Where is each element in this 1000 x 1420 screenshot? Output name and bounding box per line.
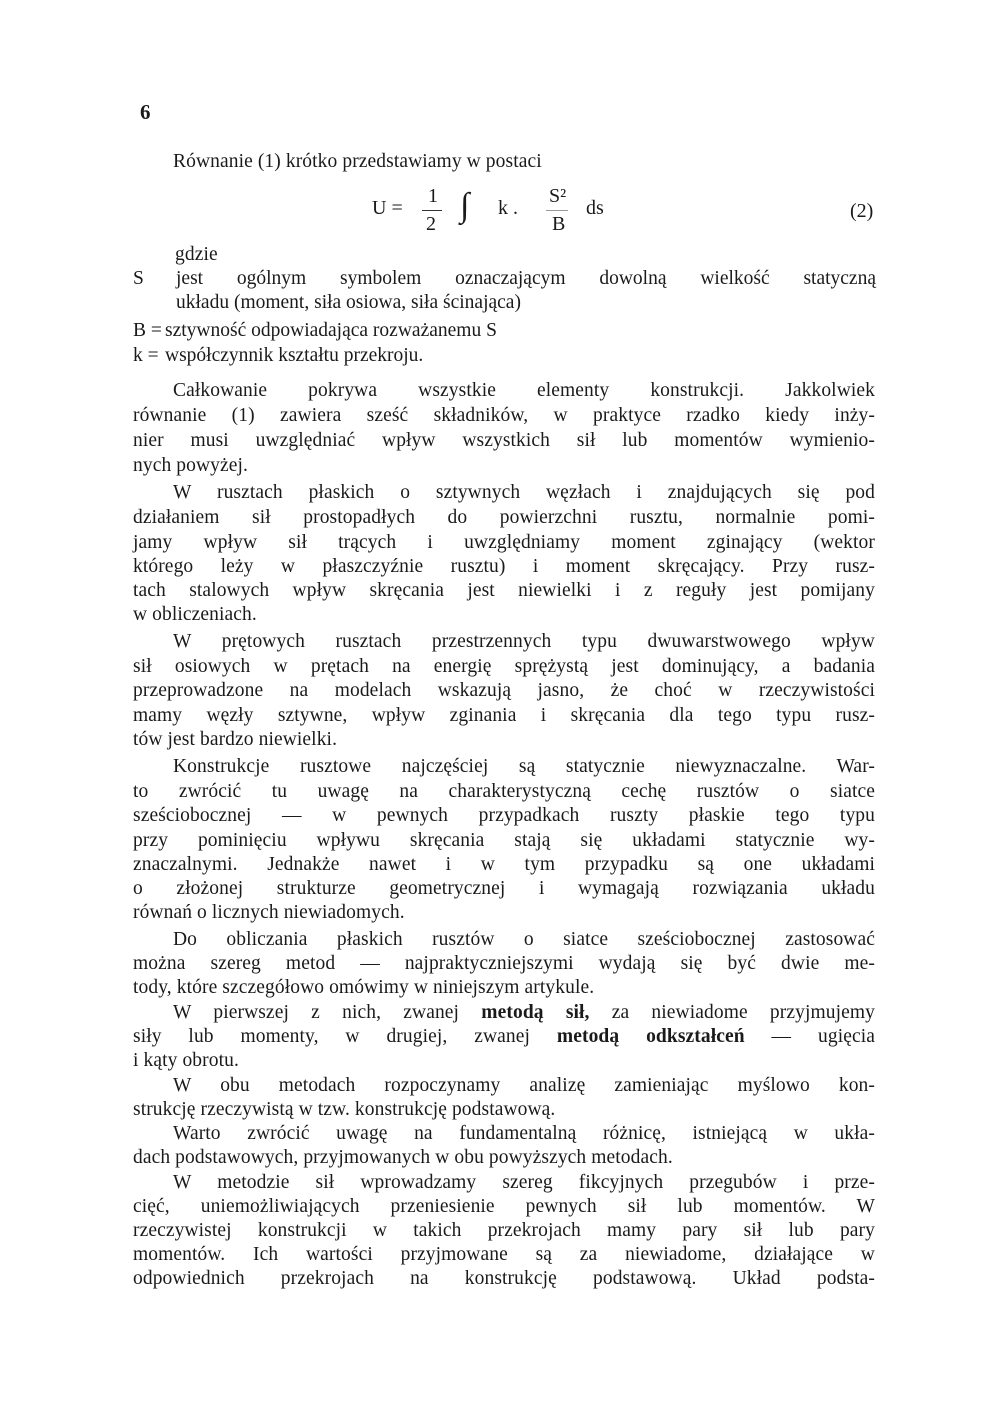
text-line: o złożonej strukturze geometrycznej i wymagają rozwiązania układu: [133, 878, 875, 899]
text-line: momentów. Ich wartości przyjmowane są za niewiadome, działające w: [133, 1244, 875, 1265]
formula-s-bar: [546, 210, 568, 211]
text-line: przy pominięciu wpływu skręcania stają się układami statycznie wy-: [133, 830, 875, 851]
text-line: tów jest bardzo niewielki.: [133, 729, 338, 750]
text-line: sześciobocznej — w pewnych przypadkach ruszty płaskie tego typu: [133, 805, 875, 826]
formula-k: k .: [498, 197, 518, 219]
text-line: równań o licznych niewiadomych.: [133, 902, 405, 923]
text-line: znaczalnymi. Jednakże nawet i w tym przypadku są one układami: [133, 854, 875, 875]
text-line: dach podstawowych, przyjmowanych w obu powyższych metodach.: [133, 1147, 673, 1168]
text-line: nych powyżej.: [133, 455, 249, 476]
text-line: Warto zwrócić uwagę na fundamentalną różnicę, istniejącą w ukła-: [173, 1123, 875, 1144]
text-segment: siły lub momenty, w drugiej, zwanej: [133, 1026, 531, 1047]
page-number: 6: [140, 100, 151, 124]
formula-half-denominator: 2: [426, 213, 436, 235]
text-line: to zwrócić tu uwagę na charakterystyczną cechę rusztów o siatce: [133, 781, 875, 802]
text-line: Konstrukcje rusztowe najczęściej są statycznie niewyznaczalne. War-: [173, 756, 875, 777]
intro-line: Równanie (1) krótko przedstawiamy w postaci: [173, 151, 542, 172]
formula-half-bar: [422, 210, 442, 211]
definition-text: układu (moment, siła osiowa, siła ścinająca): [176, 292, 521, 313]
formula-s-squared: S²: [549, 185, 567, 207]
text-line: tody, które szczegółowo omówimy w niniejszym artykule.: [133, 977, 595, 998]
text-line: Do obliczania płaskich rusztów o siatce sześciobocznej zastosować: [173, 929, 875, 950]
text-line: W obu metodach rozpoczynamy analizę zamieniając myślowo kon-: [173, 1075, 875, 1096]
text-line: W prętowych rusztach przestrzennych typu dwuwarstwowego wpływ: [173, 631, 875, 652]
text-line: równanie (1) zawiera sześć składników, w praktyce rzadko kiedy inży-: [133, 405, 875, 426]
formula-half-numerator: 1: [428, 185, 438, 207]
formula-b: B: [552, 213, 566, 235]
integral-sign: ∫: [460, 187, 470, 224]
text-segment: W pierwszej z nich, zwanej: [173, 1002, 460, 1023]
term-force-method: metodą sił,: [481, 1002, 590, 1023]
text-line: działaniem sił prostopadłych do powierzchni rusztu, normalnie pomi-: [133, 507, 875, 528]
text-line: W rusztach płaskich o sztywnych węzłach i znajdujących się pod: [173, 482, 875, 503]
definition-text: jest ogólnym symbolem oznaczającym dowolną wielkość statyczną: [176, 268, 876, 289]
definition-symbol-s: S: [133, 268, 144, 289]
text-line: [133, 1025, 875, 1049]
text-line: odpowiednich przekrojach na konstrukcję podstawową. Układ podsta-: [133, 1268, 875, 1289]
formula-lhs: U =: [372, 197, 403, 219]
text-line: nier musi uwzględniać wpływ wszystkich sił lub momentów wymienio-: [133, 430, 875, 451]
text-line: [173, 1001, 875, 1025]
text-line: strukcję rzeczywistą w tzw. konstrukcję podstawową.: [133, 1099, 556, 1120]
text-line: tach stalowych wpływ skręcania jest niewielki i z reguły jest pomijany: [133, 580, 875, 601]
text-line: sił osiowych w prętach na energię sprężystą jest dominujący, a badania: [133, 656, 875, 677]
formula-2: [372, 185, 892, 245]
formula-ds: ds: [586, 197, 604, 219]
text-segment: za niewiadome przyjmujemy: [611, 1002, 875, 1023]
text-line: W metodzie sił wprowadzamy szereg fikcyjnych przegubów i prze-: [173, 1172, 875, 1193]
text-line: Całkowanie pokrywa wszystkie elementy konstrukcji. Jakkolwiek: [173, 380, 875, 401]
text-line: przeprowadzone na modelach wskazują jasno, że choć w rzeczywistości: [133, 680, 875, 701]
where-label: gdzie: [175, 244, 218, 265]
text-line: mamy węzły sztywne, wpływ zginania i skręcania dla tego typu rusz-: [133, 705, 875, 726]
text-line: jamy wpływ sił trących i uwzględniamy moment zginający (wektor: [133, 532, 875, 553]
definition-text: sztywność odpowiadająca rozważanemu S: [165, 320, 497, 341]
equation-number: (2): [850, 200, 874, 222]
text-line: i kąty obrotu.: [133, 1050, 239, 1071]
text-line: rzeczywistej konstrukcji w takich przekrojach mamy pary sił lub pary: [133, 1220, 875, 1241]
text-line: w obliczeniach.: [133, 604, 257, 625]
definition-symbol-b: B =: [133, 320, 162, 341]
term-displacement-method: metodą odkształceń: [556, 1026, 745, 1047]
text-line: którego leży w płaszczyźnie rusztu) i moment skręcający. Przy rusz-: [133, 556, 875, 577]
definition-text: współczynnik kształtu przekroju.: [165, 345, 424, 366]
text-line: można szereg metod — najpraktyczniejszymi wydają się być dwie me-: [133, 953, 875, 974]
definition-symbol-k: k =: [133, 345, 159, 366]
text-segment: — ugięcia: [771, 1026, 875, 1047]
text-line: cięć, uniemożliwiających przeniesienie pewnych sił lub momentów. W: [133, 1196, 875, 1217]
